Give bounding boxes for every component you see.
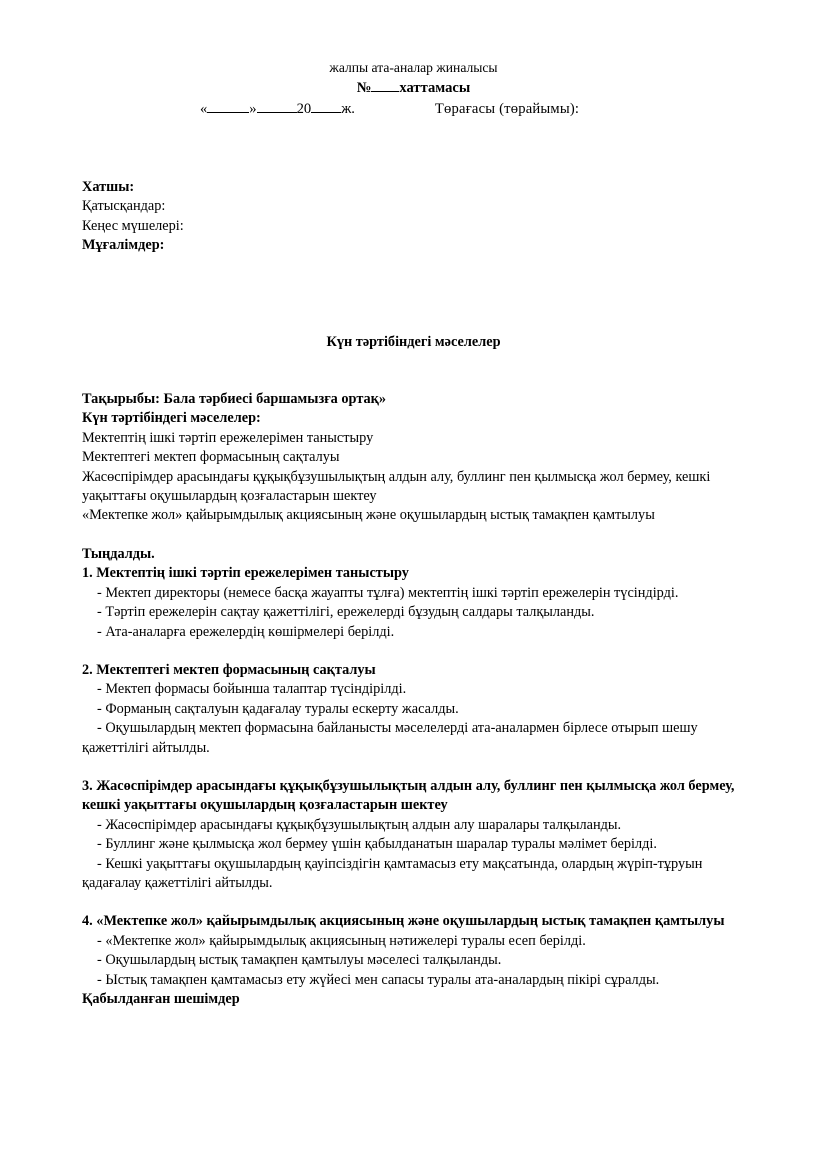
section-4-bullet-1: - «Мектепке жол» қайырымдылық акциясының нәтижелері туралы есеп берілді. bbox=[97, 932, 586, 949]
date-close-quote: » bbox=[249, 101, 257, 117]
protocol-number-prefix: № bbox=[356, 80, 372, 96]
section-1-bullet-2: - Тәртіп ережелерін сақтау қажеттілігі, ережелерді бұзудың салдары талқыланды. bbox=[97, 604, 595, 621]
agenda-item-2: Мектептегі мектеп формасының сақталуы bbox=[82, 449, 340, 466]
chair-label: Төрағасы (төрайымы): bbox=[434, 101, 580, 117]
listened-label: Тыңдалды. bbox=[82, 545, 155, 562]
agenda-item-1: Мектептің ішкі тәртіп ережелерімен таныстыру bbox=[82, 429, 374, 446]
section-2-bullet-3: - Оқушылардың мектеп формасына байланысты мәселелерді ата-аналармен бірлесе отырып шешу қажеттілігі айтылды. bbox=[82, 720, 698, 756]
date-year-suffix: ж. bbox=[341, 101, 355, 117]
spacer-before-listened bbox=[82, 526, 745, 545]
spacer-before-section-2 bbox=[82, 642, 745, 661]
section-2-bullet-1: - Мектеп формасы бойынша талаптар түсіндірілді. bbox=[97, 681, 407, 698]
agenda-topic: Тақырыбы: Бала тәрбиесі баршамызға ортақ» bbox=[82, 391, 387, 408]
document-body bbox=[82, 58, 745, 1009]
agenda-label: Күн тәртібіндегі мәселелер: bbox=[82, 410, 261, 427]
date-and-chair-line bbox=[82, 99, 745, 120]
section-3-bullet-3: - Кешкі уақыттағы оқушылардың қауіпсіздігін қамтамасыз ету мақсатында, олардың жүріп-тұруын қадағалау қажеттілігі айтылды. bbox=[82, 855, 703, 891]
protocol-number-line bbox=[82, 78, 745, 99]
section-3-bullet-1: - Жасөспірімдер арасындағы құқықбұзушылықтың алдын алу шаралары талқыланды. bbox=[97, 816, 622, 833]
agenda-item-4: «Мектепке жол» қайырымдылық акциясының және оқушылардың ыстық тамақпен қамтылуы bbox=[82, 507, 655, 524]
date-day-blank[interactable] bbox=[207, 99, 249, 113]
meeting-subtitle: жалпы ата-аналар жиналысы bbox=[329, 60, 498, 75]
spacer-before-section-3 bbox=[82, 758, 745, 777]
section-4-bullet-2: - Оқушылардың ыстық тамақпен қамтылуы мәселесі талқыланды. bbox=[97, 952, 502, 969]
agenda-item-3: Жасөспірімдер арасындағы құқықбұзушылықтың алдын алу, буллинг пен қылмысқа жол бермеу, кешкі уақыттағы оқушылардың қозғаластарын шектеу bbox=[82, 468, 711, 505]
agenda-title: Күн тәртібіндегі мәселелер bbox=[326, 333, 501, 350]
date-year-prefix: 20 bbox=[296, 101, 312, 117]
section-1-heading: 1. Мектептің ішкі тәртіп ережелерімен таныстыру bbox=[82, 565, 409, 582]
section-1-bullet-1: - Мектеп директоры (немесе басқа жауапты тұлға) мектептің ішкі тәртіп ережелерін түсіндірді. bbox=[97, 584, 679, 601]
section-2-bullet-2: - Форманың сақталуын қадағалау туралы ескерту жасалды. bbox=[97, 700, 459, 717]
participants-label: Қатысқандар: bbox=[82, 198, 166, 215]
secretary-label: Хатшы: bbox=[82, 179, 135, 195]
spacer-after-header bbox=[82, 120, 745, 178]
spacer-after-agenda-title bbox=[82, 352, 745, 390]
section-3-bullet-2: - Буллинг және қылмысқа жол бермеу үшін қабылданатын шаралар туралы мәлімет берілді. bbox=[97, 836, 657, 853]
section-2-heading: 2. Мектептегі мектеп формасының сақталуы bbox=[82, 661, 376, 678]
protocol-number-suffix: хаттамасы bbox=[399, 80, 471, 96]
section-4-bullet-3: - Ыстық тамақпен қамтамасыз ету жүйесі мен сапасы туралы ата-аналардың пікірі сұралды. bbox=[97, 971, 660, 988]
spacer-after-attendees-2 bbox=[82, 314, 745, 333]
spacer-after-attendees bbox=[82, 256, 745, 314]
date-open-quote: « bbox=[200, 101, 208, 117]
protocol-number-blank[interactable] bbox=[371, 78, 399, 92]
date-year-blank[interactable] bbox=[311, 99, 341, 113]
section-3-heading: 3. Жасөспірімдер арасындағы құқықбұзушылықтың алдын алу, буллинг пен қылмысқа жол бермеу, кешкі уақыттағы оқушылардың қозғаластарын шектеу bbox=[82, 777, 735, 814]
decisions-label: Қабылданған шешімдер bbox=[82, 991, 240, 1007]
section-1-bullet-3: - Ата-аналарға ережелердің көшірмелері берілді. bbox=[97, 623, 395, 640]
section-4-heading: 4. «Мектепке жол» қайырымдылық акциясының және оқушылардың ыстық тамақпен қамтылуы bbox=[82, 913, 725, 930]
teachers-label: Мұғалімдер: bbox=[82, 237, 165, 254]
date-month-blank[interactable] bbox=[257, 99, 297, 113]
council-members-label: Кеңес мүшелері: bbox=[82, 217, 184, 234]
spacer-before-section-4 bbox=[82, 893, 745, 912]
